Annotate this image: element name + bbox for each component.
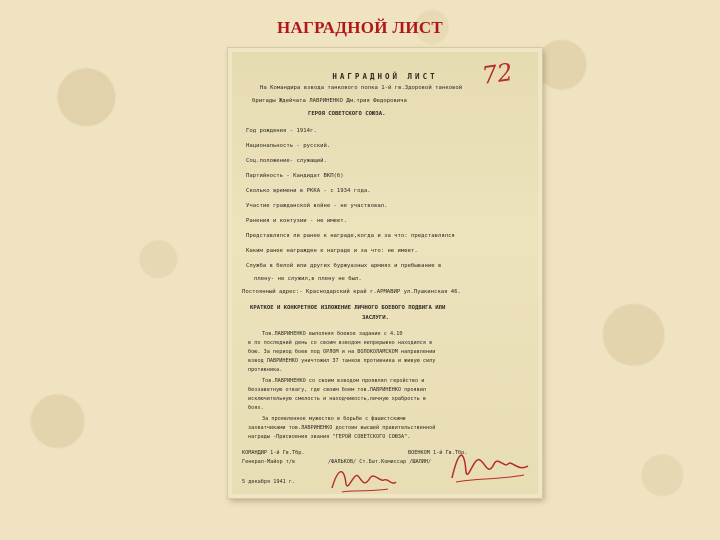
body-line: Тов.ЛАВРИНЕНКО со своим взводом проявлял геройство и bbox=[262, 378, 425, 384]
body-line: в по последний день со своим взводом непрерывно находился в bbox=[248, 340, 433, 346]
document-heading: НАГРАДНОЙ ЛИСТ bbox=[332, 72, 438, 81]
signature-line-left: КОМАНДИР 1-й Гв.Тбр. bbox=[242, 450, 305, 456]
field-line: Партийность - Кандидат ВКП(б) bbox=[246, 173, 344, 179]
body-line: противника. bbox=[248, 367, 283, 373]
signature-line-right: /ФАЛЬКОВ/ Ст.Бат.Комиссар /ШАЛИН/ bbox=[328, 459, 432, 465]
signature-line-left: Генерал-Майор т/в bbox=[242, 459, 296, 465]
header-line: На Командира взвода танкового полка 1-й гв.Здоровой танковой bbox=[260, 85, 463, 91]
field-line: Ранения и контузии - не имеет. bbox=[246, 218, 348, 224]
section-heading: ЗАСЛУГИ. bbox=[362, 315, 389, 321]
field-line: Год рождения - 1914г. bbox=[246, 128, 317, 134]
body-line: исключительную смелость и находчивость,личную храбрость в bbox=[248, 396, 427, 402]
field-line: Постоянный адрес:- Краснодарский край г.АРМАВИР ул.Пушкинская 46. bbox=[242, 289, 461, 295]
body-line: беззаветную отвагу, где своим боем тов.ЛАВРИНЕНКО проявил bbox=[248, 387, 427, 393]
field-line: Национальность - русский. bbox=[246, 143, 331, 149]
field-line: плену- не служил,в плену не был. bbox=[254, 276, 362, 282]
header-line: ГЕРОЯ СОВЕТСКОГО СОЮЗА. bbox=[308, 111, 386, 117]
body-line: взвод ЛАВРИНЕНКО уничтожил 37 танков противника и живую силу bbox=[248, 358, 436, 364]
body-line: награды -Присвоения звания "ГЕРОЙ СОВЕТСКОГО СОЮЗА". bbox=[248, 434, 411, 440]
signature-line-left: 5 декабря 1941 г. bbox=[242, 479, 296, 485]
field-line: Представлялся ли ранее к награде,когда и за что: представлялся bbox=[246, 233, 455, 239]
body-line: За проявленное мужество в борьбе с фашистскими bbox=[262, 416, 406, 422]
body-line: захватчиками тов.ЛАВРИНЕНКО достоин высшей правительственной bbox=[248, 425, 436, 431]
award-sheet-image bbox=[228, 48, 542, 498]
award-sheet-paper bbox=[232, 52, 538, 494]
body-line: бою. За период боев под ОРЛОМ и на ВОЛОКОЛАМСКОМ направлении bbox=[248, 349, 436, 355]
field-line: Сколько времени в РККА - с 1934 года. bbox=[246, 188, 371, 194]
body-line: боях. bbox=[248, 405, 264, 411]
header-line: бригады Ждейчата ЛАВРИНЕНКО Дм.трия Федоровича bbox=[252, 98, 407, 104]
commissar-signature bbox=[446, 442, 532, 486]
field-line: Соц.положение- служащий. bbox=[246, 158, 327, 164]
signature-line-right: ВОЕНКОМ 1-й Гв.Тбр. bbox=[408, 450, 468, 456]
field-line: Служба в белой или других буржуазных армиях и пребывание в bbox=[246, 263, 442, 269]
field-line: Участие гражданской войне - не участвовал. bbox=[246, 203, 388, 209]
commander-signature bbox=[328, 462, 398, 494]
section-heading: КРАТКОЕ И КОНКРЕТНОЕ ИЗЛОЖЕНИЕ ЛИЧНОГО БОЕВОГО ПОДВИГА ИЛИ bbox=[250, 305, 446, 311]
slide-title: НАГРАДНОЙ ЛИСТ bbox=[276, 18, 444, 37]
body-line: Тов.ЛАВРИНЕНКО выполняя боевое задание с 4.10 bbox=[262, 331, 403, 337]
field-line: Каким ранее награжден к награде и за что: не имеет. bbox=[246, 248, 418, 254]
handwritten-number: 72 bbox=[480, 58, 515, 90]
